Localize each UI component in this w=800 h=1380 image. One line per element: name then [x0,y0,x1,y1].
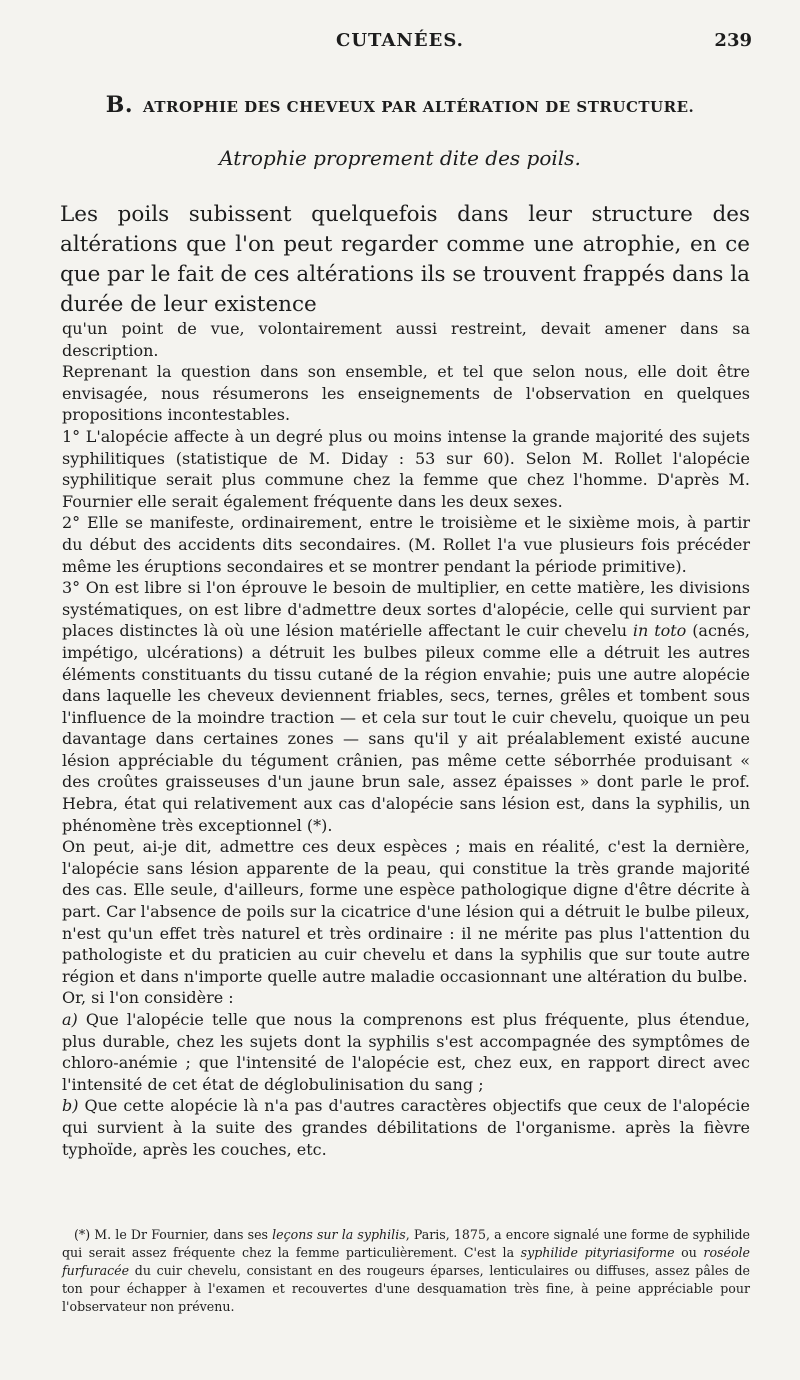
paragraph-summary: Reprenant la question dans son ensemble, et tel que selon nous, elle doit être envisagée, nous résumerons les enseignements de l'observation en quelques propositions incontestables. [62,362,750,425]
paragraph-item-a [62,1009,750,1095]
paragraph-continuation: qu'un point de vue, volontairement aussi restreint, devait amener dans sa description. [62,319,750,360]
point-3-text-b: (acnés, impétigo, ulcérations) a détruit les bulbes pileux comme elle a détruit les autres éléments constituants du tissu cutané de la région envahie; puis une autre alopécie dans laquelle les cheveux deviennent friables, secs, ternes, grêles et tombent sous l'influence de la moindre traction — et cela sur tout le cuir chevelu, quoique un peu davantage dans certaines zones — sans qu'il y ait préalablement existé aucune lésion appréciable du tégument crânien, pas même cette séborrhée produisant « des croûtes graisseuses d'un jaune brun sale, assez épaisses » dont parle le prof. Hebra, état qui relativement aux cas d'alopécie sans lésion est, dans la syphilis, un phénomène très exceptionnel (*). [62,621,751,835]
point-3-italic: in toto [632,621,687,641]
footnote-part-g: du cuir chevelu, consistant en des rougeurs éparses, lenticulaires ou diffuses, assez pâles de ton pour échapper à l'examen et recouvertes d'une desquamation très fine, à peine appréciable pour l'observateur non prévenu. [62,1263,750,1314]
item-b-label: b) [62,1096,79,1116]
item-a-text: Que l'alopécie telle que nous la comprenons est plus fréquente, plus étendue, plus durable, chez les sujets dont la syphilis s'est accompagnée des symptômes de chloro-anémie ; que l'intensité de l'alopécie est, chez eux, en rapport direct avec l'intensité de cet état de déglobulinisation du sang ; [62,1010,750,1094]
footnote-book-title: leçons sur la syphilis [272,1227,406,1242]
footnote [62,1226,750,1316]
footnote-text [62,1226,750,1316]
paragraph-point-2: 2° Elle se manifeste, ordinairement, entre le troisième et le sixième mois, à partir du début des accidents dits secondaires. (M. Rollet l'a vue plusieurs fois précéder même les éruptions secondaires et se montrer pendant la période primitive). [62,513,750,576]
body-text [62,318,750,1160]
item-a-label: a) [62,1010,78,1029]
lead-paragraph: Les poils subissent quelquefois dans leur structure des altérations que l'on peut regarder comme une atrophie, en ce que par le fait de ces altérations ils se trouvent frappés dans la durée de leur existence [60,202,750,317]
section-heading [40,92,760,118]
point-3-text-a: 3° On est libre si l'on éprouve le besoin de multiplier, en cette matière, les divisions systématiques, on est libre d'admettre deux sortes d'alopécie, celle qui survient par places distinctes là où une lésion matérielle affectant le cuir chevelu [62,578,750,641]
footnote-term-1: syphilide pityriasiforme [520,1245,675,1260]
footnote-part-a: (*) M. le Dr Fournier, dans ses [74,1227,273,1242]
paragraph-considere: Or, si l'on considère : [62,988,234,1008]
footnote-term-2: roséole furfuracée [62,1245,751,1278]
running-title: CUTANÉES. [336,30,464,51]
footnote-part-c: , Paris, 1875, a encore signalé une forme de syphilide qui serait assez fréquente chez la femme particulièrement. C'est la [62,1227,750,1260]
section-letter: B. [105,92,134,118]
paragraph-item-b [62,1095,750,1160]
paragraph-two-species: On peut, ai-je dit, admettre ces deux espèces ; mais en réalité, c'est la dernière, l'alopécie sans lésion apparente de la peau, qui constitue la très grande majorité des cas. Elle seule, d'ailleurs, forme une espèce pathologique digne d'être décrite à part. Car l'absence de poils sur la cicatrice d'une lésion qui a détruit le bulbe pileux, n'est qu'un effet très naturel et très ordinaire : il ne mérite pas plus l'attention du pathologiste et du praticien au cuir chevelu et dans la syphilis que sur toute autre région et dans n'importe quelle autre maladie occasionnant une altération du bulbe. [62,837,750,986]
running-head [40,30,760,58]
page-number: 239 [714,30,752,51]
item-b-text: Que cette alopécie là n'a pas d'autres caractères objectifs que ceux de l'alopécie qui survient à la suite des grandes débilitations de l'organisme. après la fièvre typhoïde, après les couches, etc. [62,1096,750,1159]
section-title: ATROPHIE DES CHEVEUX PAR ALTÉRATION DE STRUCTURE. [143,98,695,116]
footnote-part-e: ou [674,1245,704,1260]
paragraph-point-1: 1° L'alopécie affecte à un degré plus ou moins intense la grande majorité des sujets syphilitiques (statistique de M. Diday : 53 sur 60). Selon M. Rollet l'alopécie syphilitique serait plus commune chez la femme que chez l'homme. D'après M. Fournier elle serait également fréquente dans les deux sexes. [62,426,750,511]
subheading: Atrophie proprement dite des poils. [219,146,581,170]
paragraph-point-3 [62,577,750,836]
